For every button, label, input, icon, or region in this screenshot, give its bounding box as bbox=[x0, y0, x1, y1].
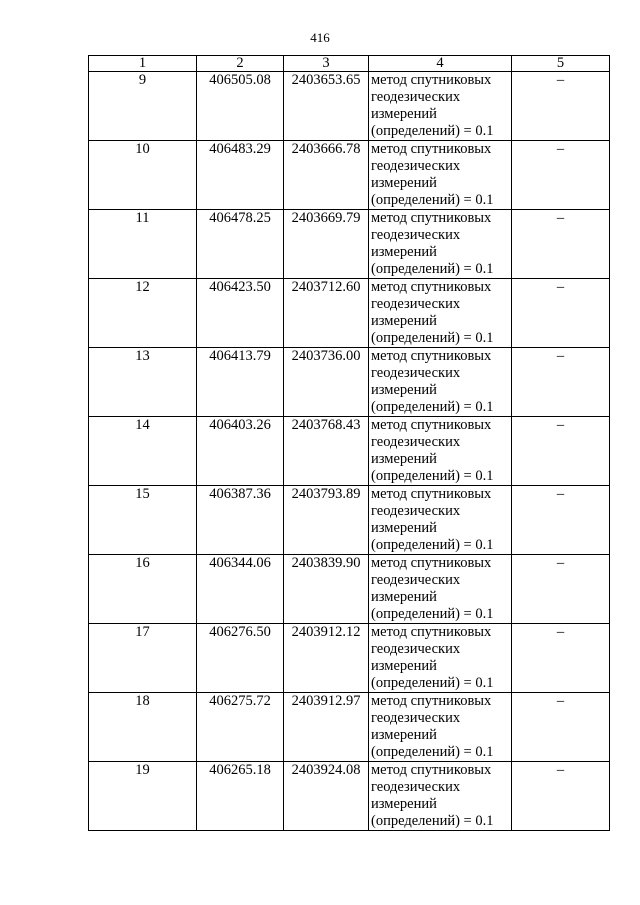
method-cell bbox=[369, 348, 512, 417]
point-number-cell: 17 bbox=[89, 624, 197, 693]
column-header-3: 3 bbox=[284, 56, 369, 72]
point-number-cell: 15 bbox=[89, 486, 197, 555]
x-coordinate-cell: 406403.26 bbox=[197, 417, 284, 486]
table-row bbox=[89, 279, 610, 348]
method-line: метод спутниковых bbox=[371, 417, 492, 433]
y-coordinate-cell: 2403669.79 bbox=[284, 210, 369, 279]
column-5-cell: – bbox=[512, 72, 610, 141]
column-5-cell: – bbox=[512, 624, 610, 693]
method-cell bbox=[369, 417, 512, 486]
y-coordinate-cell: 2403924.08 bbox=[284, 762, 369, 831]
method-line: измерений bbox=[371, 589, 437, 605]
method-cell bbox=[369, 72, 512, 141]
method-line: измерений bbox=[371, 106, 437, 122]
page-number: 416 bbox=[310, 30, 330, 45]
method-line: измерений bbox=[371, 313, 437, 329]
point-number-cell: 13 bbox=[89, 348, 197, 417]
method-cell bbox=[369, 762, 512, 831]
x-coordinate-cell: 406387.36 bbox=[197, 486, 284, 555]
table-body bbox=[89, 72, 610, 831]
y-coordinate-cell: 2403736.00 bbox=[284, 348, 369, 417]
x-coordinate-cell: 406413.79 bbox=[197, 348, 284, 417]
x-coordinate-cell: 406276.50 bbox=[197, 624, 284, 693]
table-row bbox=[89, 486, 610, 555]
coordinates-table bbox=[88, 55, 610, 831]
method-line: измерений bbox=[371, 796, 437, 812]
method-line: измерений bbox=[371, 451, 437, 467]
method-line: (определений) = 0.1 bbox=[371, 813, 494, 829]
column-header-2: 2 bbox=[197, 56, 284, 72]
method-line: измерений bbox=[371, 727, 437, 743]
table-row bbox=[89, 348, 610, 417]
column-5-cell: – bbox=[512, 210, 610, 279]
method-line: метод спутниковых bbox=[371, 279, 492, 295]
method-line: геодезических bbox=[371, 227, 461, 243]
method-line: измерений bbox=[371, 382, 437, 398]
header-row bbox=[89, 56, 610, 72]
point-number-cell: 12 bbox=[89, 279, 197, 348]
y-coordinate-cell: 2403912.12 bbox=[284, 624, 369, 693]
table-row bbox=[89, 555, 610, 624]
method-line: метод спутниковых bbox=[371, 72, 492, 88]
point-number-cell: 18 bbox=[89, 693, 197, 762]
method-line: геодезических bbox=[371, 641, 461, 657]
column-5-cell: – bbox=[512, 486, 610, 555]
table-row bbox=[89, 210, 610, 279]
column-5-cell: – bbox=[512, 555, 610, 624]
x-coordinate-cell: 406483.29 bbox=[197, 141, 284, 210]
table-row bbox=[89, 693, 610, 762]
x-coordinate-cell: 406265.18 bbox=[197, 762, 284, 831]
method-line: (определений) = 0.1 bbox=[371, 468, 494, 484]
table-row bbox=[89, 141, 610, 210]
method-line: геодезических bbox=[371, 365, 461, 381]
method-line: геодезических bbox=[371, 89, 461, 105]
column-5-cell: – bbox=[512, 348, 610, 417]
table-row bbox=[89, 417, 610, 486]
x-coordinate-cell: 406423.50 bbox=[197, 279, 284, 348]
method-line: метод спутниковых bbox=[371, 348, 492, 364]
method-line: (определений) = 0.1 bbox=[371, 675, 494, 691]
y-coordinate-cell: 2403912.97 bbox=[284, 693, 369, 762]
table-row bbox=[89, 624, 610, 693]
method-line: (определений) = 0.1 bbox=[371, 330, 494, 346]
point-number-cell: 16 bbox=[89, 555, 197, 624]
method-line: (определений) = 0.1 bbox=[371, 606, 494, 622]
y-coordinate-cell: 2403653.65 bbox=[284, 72, 369, 141]
y-coordinate-cell: 2403768.43 bbox=[284, 417, 369, 486]
method-line: геодезических bbox=[371, 434, 461, 450]
method-line: (определений) = 0.1 bbox=[371, 744, 494, 760]
column-header-1: 1 bbox=[89, 56, 197, 72]
method-line: метод спутниковых bbox=[371, 762, 492, 778]
method-cell bbox=[369, 210, 512, 279]
method-line: метод спутниковых bbox=[371, 555, 492, 571]
method-line: (определений) = 0.1 bbox=[371, 399, 494, 415]
method-line: (определений) = 0.1 bbox=[371, 192, 494, 208]
method-cell bbox=[369, 555, 512, 624]
point-number-cell: 19 bbox=[89, 762, 197, 831]
method-line: измерений bbox=[371, 520, 437, 536]
method-cell bbox=[369, 624, 512, 693]
method-line: (определений) = 0.1 bbox=[371, 537, 494, 553]
y-coordinate-cell: 2403793.89 bbox=[284, 486, 369, 555]
column-5-cell: – bbox=[512, 417, 610, 486]
x-coordinate-cell: 406505.08 bbox=[197, 72, 284, 141]
method-line: геодезических bbox=[371, 572, 461, 588]
column-5-cell: – bbox=[512, 141, 610, 210]
column-header-4: 4 bbox=[369, 56, 512, 72]
method-line: измерений bbox=[371, 175, 437, 191]
column-5-cell: – bbox=[512, 279, 610, 348]
method-line: измерений bbox=[371, 244, 437, 260]
column-5-cell: – bbox=[512, 762, 610, 831]
method-line: геодезических bbox=[371, 158, 461, 174]
x-coordinate-cell: 406275.72 bbox=[197, 693, 284, 762]
method-line: метод спутниковых bbox=[371, 624, 492, 640]
point-number-cell: 9 bbox=[89, 72, 197, 141]
method-cell bbox=[369, 486, 512, 555]
method-cell bbox=[369, 141, 512, 210]
column-5-cell: – bbox=[512, 693, 610, 762]
column-header-5: 5 bbox=[512, 56, 610, 72]
method-line: геодезических bbox=[371, 710, 461, 726]
method-line: метод спутниковых bbox=[371, 210, 492, 226]
method-line: метод спутниковых bbox=[371, 141, 492, 157]
y-coordinate-cell: 2403712.60 bbox=[284, 279, 369, 348]
point-number-cell: 10 bbox=[89, 141, 197, 210]
method-line: (определений) = 0.1 bbox=[371, 261, 494, 277]
table-header bbox=[89, 56, 610, 72]
method-line: измерений bbox=[371, 658, 437, 674]
point-number-cell: 14 bbox=[89, 417, 197, 486]
method-cell bbox=[369, 693, 512, 762]
x-coordinate-cell: 406478.25 bbox=[197, 210, 284, 279]
method-line: метод спутниковых bbox=[371, 693, 492, 709]
x-coordinate-cell: 406344.06 bbox=[197, 555, 284, 624]
method-line: геодезических bbox=[371, 779, 461, 795]
y-coordinate-cell: 2403839.90 bbox=[284, 555, 369, 624]
y-coordinate-cell: 2403666.78 bbox=[284, 141, 369, 210]
point-number-cell: 11 bbox=[89, 210, 197, 279]
method-line: геодезических bbox=[371, 503, 461, 519]
table-row bbox=[89, 762, 610, 831]
method-line: (определений) = 0.1 bbox=[371, 123, 494, 139]
method-line: метод спутниковых bbox=[371, 486, 492, 502]
method-cell bbox=[369, 279, 512, 348]
method-line: геодезических bbox=[371, 296, 461, 312]
table-row bbox=[89, 72, 610, 141]
